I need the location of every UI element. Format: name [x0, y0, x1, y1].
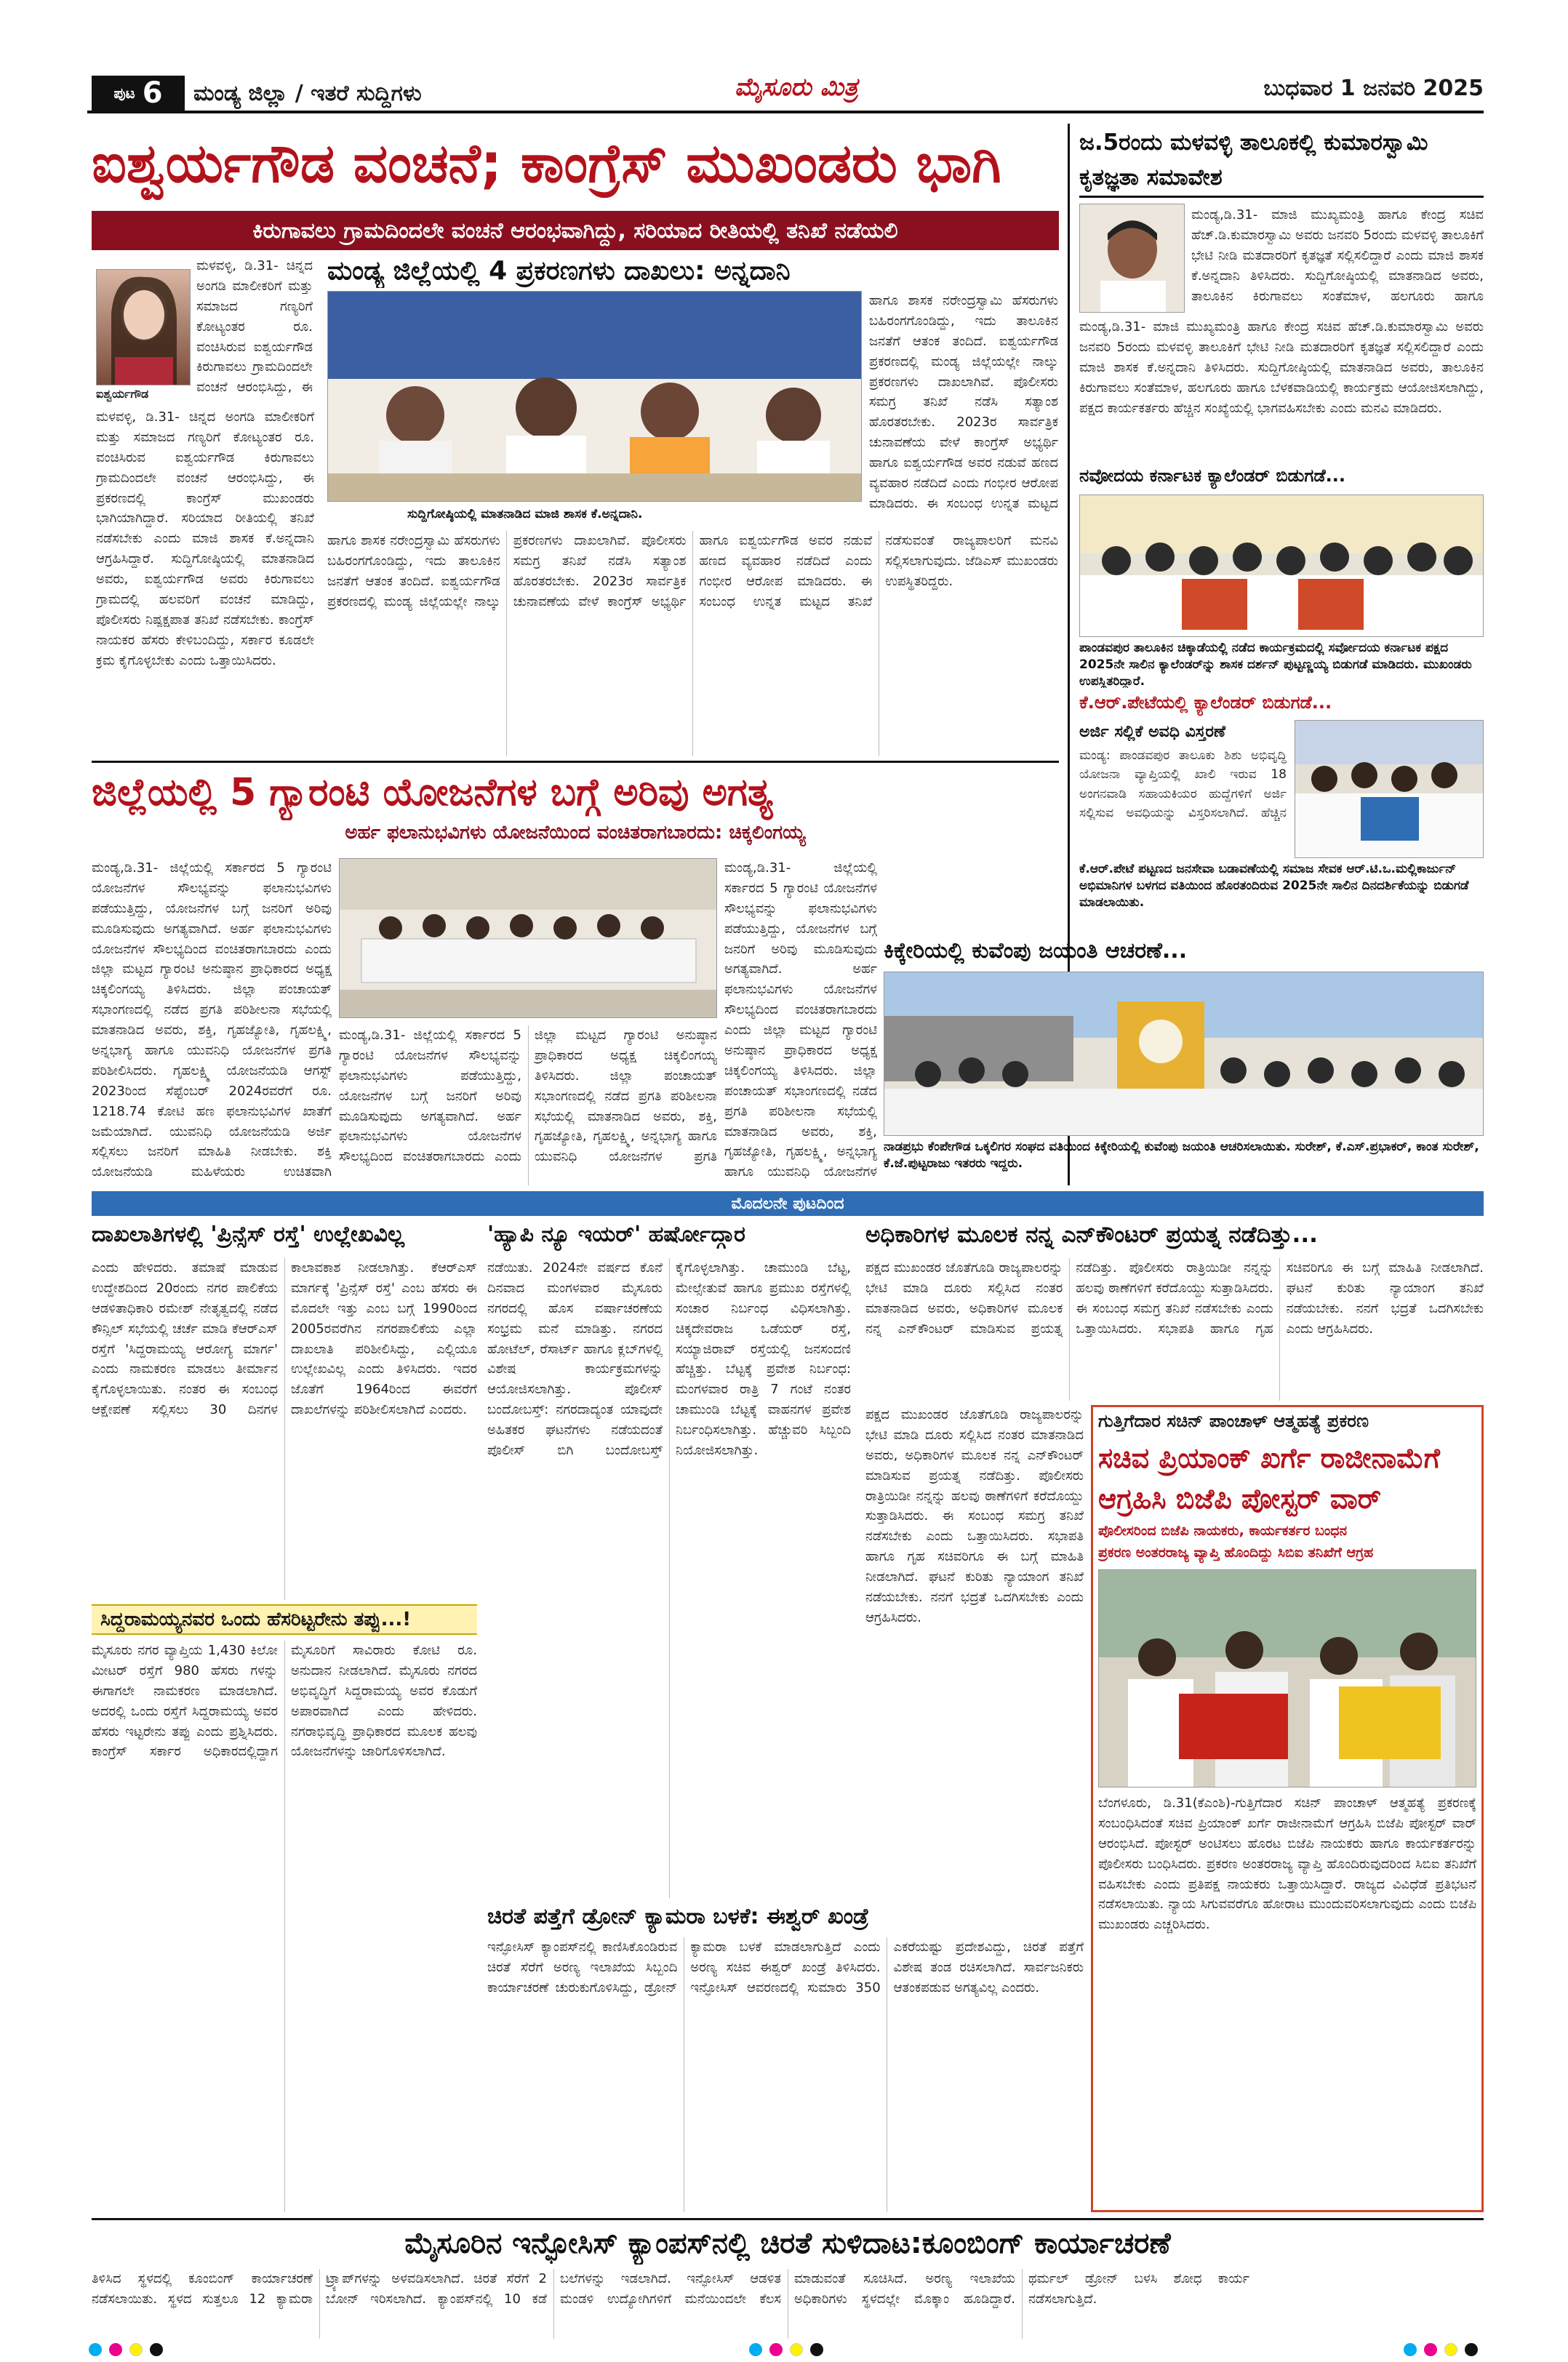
priyank-title-1: ಸಚಿವ ಪ್ರಿಯಾಂಕ್ ಖರ್ಗೆ ರಾಜೀನಾಮೆಗೆ [1098, 1442, 1440, 1474]
lead-body: ಮಳವಳ್ಳಿ, ಡಿ.31- ಚಿನ್ನದ ಅಂಗಡಿ ಮಾಲೀಕರಿಗೆ ಮತ್ತು ಸಮಾಜದ ಗಣ್ಯರಿಗೆ ಕೋಟ್ಯಂತರ ರೂ. ವಂಚಿಸಿರುವ ಐಶ್ವರ್ಯಗೌಡ ಕಿರುಗಾವಲು ಗ್ರಾಮದಿಂದಲೇ ವಂಚನೆ ಆರಂಭಿಸಿದ್ದು, ಈ ಪ್ರಕರಣದಲ್ಲಿ ಕಾಂಗ್ರೆಸ್ ಮುಖಂಡರು ಭಾಗಿಯಾಗಿದ್ದಾರೆ. ಸರಿಯಾದ ರೀತಿಯಲ್ಲಿ ತನಿಖೆ ನಡೆಸಬೇಕು ಎಂದು ಮಾಜಿ ಶಾಸಕ ಕೆ.ಅನ್ನದಾನಿ ಆಗ್ರಹಿಸಿದ್ದಾರೆ. ಸುದ್ದಿಗೋಷ್ಠಿಯಲ್ಲಿ ಮಾತನಾಡಿದ ಅವರು, ಐಶ್ವರ್ಯಗೌಡ ಅವರು ಕಿರುಗಾವಲು ಗ್ರಾಮದಲ್ಲಿ ಹಲವರಿಗೆ ವಂಚನೆ ಮಾಡಿದ್ದು, ಪೊಲೀಸರು ನಿಷ್ಪಕ್ಷಪಾತ ತನಿಖೆ ನಡೆಸಬೇಕು. ಕಾಂಗ್ರೆಸ್ ನಾಯಕರ ಹೆಸರು ಕೇಳಿಬಂದಿದ್ದು, ಸರ್ಕಾರ ಕೂಡಲೇ ಕ್ರಮ ಕೈಗೊಳ್ಳಬೇಕು ಎಂದು ಒತ್ತಾಯಿಸಿದರು. [96, 409, 314, 668]
portrait-photo [96, 269, 191, 385]
sidebar-top-title: ಜ.5ರಂದು ಮಳವಳ್ಳಿ ತಾಲೂಕಲ್ಲಿ ಕುಮಾರಸ್ವಾಮಿ ಕೃತಜ್ಞತಾ ಸಮಾವೇಶ [1079, 125, 1484, 198]
page-word: ಪುಟ [113, 84, 135, 102]
infosys-top-rule [92, 2218, 1484, 2220]
guarantee-headline: ಜಿಲ್ಲೆಯಲ್ಲಿ 5 ಗ್ಯಾರಂಟಿ ಯೋಜನೆಗಳ ಬಗ್ಗೆ ಅರಿವು ಅಗತ್ಯ [92, 771, 773, 814]
registration-dot [109, 2343, 122, 2356]
lead-headline: ಐಶ್ವರ್ಯಗೌಡ ವಂಚನೆ; ಕಾಂಗ್ರೆಸ್ ಮುಖಂಡರು ಭಾಗಿ [92, 132, 1001, 195]
story-cases-title: ಮಂಡ್ಯ ಜಿಲ್ಲೆಯಲ್ಲಿ 4 ಪ್ರಕರಣಗಳು ದಾಖಲು: ಅನ್ನದಾನಿ [327, 256, 791, 286]
sidebar-top-body-right: ಮಂಡ್ಯ,ಡಿ.31- ಮಾಜಿ ಮುಖ್ಯಮಂತ್ರಿ ಹಾಗೂ ಕೇಂದ್ರ ಸಚಿವ ಹೆಚ್.ಡಿ.ಕುಮಾರಸ್ವಾಮಿ ಅವರು ಜನವರಿ 5ರಂದು ಮಳವಳ್ಳಿ ತಾಲೂಕಿಗೆ ಭೇಟಿ ನೀಡಿ ಮತದಾರರಿಗೆ ಕೃತಜ್ಞತೆ ಸಲ್ಲಿಸಲಿದ್ದಾರೆ ಎಂದು ಮಾಜಿ ಶಾಸಕ ಕೆ.ಅನ್ನದಾನಿ ತಿಳಿಸಿದರು. ಸುದ್ದಿಗೋಷ್ಠಿಯಲ್ಲಿ ಮಾತನಾಡಿದ ಅವರು, ತಾಲೂಕಿನ ಕಿರುಗಾವಲು ಸಂತೆಮಾಳ, ಹಲಗೂರು ಹಾಗೂ [1191, 207, 1484, 304]
kuvempu-caption: ನಾಡಪ್ರಭು ಕೆಂಪೇಗೌಡ ಒಕ್ಕಲಿಗರ ಸಂಘದ ವತಿಯಿಂದ ಕಿಕ್ಕೇರಿಯಲ್ಲಿ ಕುವೆಂಪು ಜಯಂತಿ ಆಚರಿಸಲಾಯಿತು. ಸುರೇಶ್, ಕೆ.ಎಸ್.ಪ್ರಭಾಕರ್, ಕಾಂತ ಸುರೇಶ್, ಕೆ.ಜೆ.ಪುಟ್ಟರಾಜು ಇತರರು ಇದ್ದರು. [884, 1140, 1479, 1171]
guarantee-top-rule [92, 761, 1059, 763]
registration-dot [790, 2343, 803, 2356]
jump1-title: ದಾಖಲಾತಿಗಳಲ್ಲಿ 'ಪ್ರಿನ್ಸೆಸ್ ರಸ್ತೆ' ಉಲ್ಲೇಖವಿಲ್ಲ [92, 1222, 404, 1247]
kuvempu-title: ಕಿಕ್ಕೇರಿಯಲ್ಲಿ ಕುವೆಂಪು ಜಯಂತಿ ಆಚರಣೆ... [884, 938, 1188, 964]
calendar-2-caption: ಕೆ.ಆರ್.ಪೇಟೆ ಪಟ್ಟಣದ ಜನಸೇವಾ ಬಡಾವಣೆಯಲ್ಲಿ ಸಮಾಜ ಸೇವಕ ಆರ್.ಟಿ.ಒ.ಮಲ್ಲಿಕಾರ್ಜುನ್ ಅಭಿಮಾನಿಗಳ ಬಳಗದ ವತಿಯಿಂದ ಹೊರತಂದಿರುವ 2025ನೇ ಸಾಲಿನ ದಿನದರ್ಶಿಕೆಯನ್ನು ಬಿಡುಗಡೆ ಮಾಡಲಾಯಿತು. [1079, 862, 1469, 910]
arji-title: ಅರ್ಜಿ ಸಲ್ಲಿಕೆ ಅವಧಿ ವಿಸ್ತರಣೆ [1079, 723, 1225, 741]
guarantee-body-right: ಮಂಡ್ಯ,ಡಿ.31- ಜಿಲ್ಲೆಯಲ್ಲಿ ಸರ್ಕಾರದ 5 ಗ್ಯಾರಂಟಿ ಯೋಜನೆಗಳ ಸೌಲಭ್ಯವನ್ನು ಫಲಾನುಭವಿಗಳು ಪಡೆಯುತ್ತಿದ್ದು, ಯೋಜನೆಗಳ ಬಗ್ಗೆ ಜನರಿಗೆ ಅರಿವು ಮೂಡಿಸುವುದು ಅಗತ್ಯವಾಗಿದೆ. ಅರ್ಹ ಫಲಾನುಭವಿಗಳು ಯೋಜನೆಗಳ ಸೌಲಭ್ಯದಿಂದ ವಂಚಿತರಾಗಬಾರದು ಎಂದು ಜಿಲ್ಲಾ ಮಟ್ಟದ ಗ್ಯಾರಂಟಿ ಅನುಷ್ಠಾನ ಪ್ರಾಧಿಕಾರದ ಅಧ್ಯಕ್ಷ ಚಿಕ್ಕಲಿಂಗಯ್ಯ ತಿಳಿಸಿದರು. ಜಿಲ್ಲಾ ಪಂಚಾಯತ್ ಸಭಾಂಗಣದಲ್ಲಿ ನಡೆದ ಪ್ರಗತಿ ಪರಿಶೀಲನಾ ಸಭೆಯಲ್ಲಿ ಮಾತನಾಡಿದ ಅವರು, ಶಕ್ತಿ, ಗೃಹಜ್ಯೋತಿ, ಗೃಹಲಕ್ಷ್ಮಿ, ಅನ್ನಭಾಗ್ಯ ಹಾಗೂ ಯುವನಿಧಿ ಯೋಜನೆಗಳ [724, 860, 877, 1180]
infosys-title: ಮೈಸೂರಿನ ಇನ್ಫೋಸಿಸ್ ಕ್ಯಾಂಪಸ್‌ನಲ್ಲಿ ಚಿರತೆ ಸುಳಿದಾಟ:ಕೂಂಬಿಂಗ್ ಕಾರ್ಯಾಚರಣೆ [404, 2227, 1171, 2260]
story-cases-body-right: ಹಾಗೂ ಶಾಸಕ ನರೇಂದ್ರಸ್ವಾಮಿ ಹೆಸರುಗಳು ಬಹಿರಂಗಗೊಂಡಿದ್ದು, ಇದು ತಾಲೂಕಿನ ಜನತೆಗೆ ಆತಂಕ ತಂದಿದೆ. ಐಶ್ವರ್ಯಗೌಡ ಪ್ರಕರಣದಲ್ಲಿ ಮಂಡ್ಯ ಜಿಲ್ಲೆಯಲ್ಲೇ ನಾಲ್ಕು ಪ್ರಕರಣಗಳು ದಾಖಲಾಗಿವೆ. ಪೊಲೀಸರು ಸಮಗ್ರ ತನಿಖೆ ನಡೆಸಿ ಸತ್ಯಾಂಶ ಹೊರತರಬೇಕು. 2023ರ ಸಾರ್ವತ್ರಿಕ ಚುನಾವಣೆಯ ವೇಳೆ ಕಾಂಗ್ರೆಸ್ ಅಭ್ಯರ್ಥಿ ಹಾಗೂ ಐಶ್ವರ್ಯಗೌಡ ಅವರ ನಡುವೆ ಹಣದ ವ್ಯವಹಾರ ನಡೆದಿದೆ ಎಂದು ಗಂಭೀರ ಆರೋಪ ಮಾಡಿದರು. ಈ ಸಂಬಂಧ ಉನ್ನತ ಮಟ್ಟದ [869, 293, 1058, 511]
jump2-title: 'ಹ್ಯಾಪಿ ನ್ಯೂ ಇಯರ್' ಹರ್ಷೋದ್ಗಾರ [487, 1222, 745, 1247]
priyank-bullet-1: ಪೊಲೀಸರಿಂದ ಬಿಜೆಪಿ ನಾಯಕರು, ಕಾರ್ಯಕರ್ತರ ಬಂಧನ [1098, 1523, 1348, 1539]
page-number: 6 [142, 76, 163, 110]
calendar-1-photo [1079, 495, 1484, 637]
press-meet-photo [327, 291, 862, 502]
registration-dot [749, 2343, 762, 2356]
sidebar-top-body: ಮಂಡ್ಯ,ಡಿ.31- ಮಾಜಿ ಮುಖ್ಯಮಂತ್ರಿ ಹಾಗೂ ಕೇಂದ್ರ ಸಚಿವ ಹೆಚ್.ಡಿ.ಕುಮಾರಸ್ವಾಮಿ ಅವರು ಜನವರಿ 5ರಂದು ಮಳವಳ್ಳಿ ತಾಲೂಕಿಗೆ ಭೇಟಿ ನೀಡಿ ಮತದಾರರಿಗೆ ಕೃತಜ್ಞತೆ ಸಲ್ಲಿಸಲಿದ್ದಾರೆ ಎಂದು ಮಾಜಿ ಶಾಸಕ ಕೆ.ಅನ್ನದಾನಿ ತಿಳಿಸಿದರು. ಸುದ್ದಿಗೋಷ್ಠಿಯಲ್ಲಿ ಮಾತನಾಡಿದ ಅವರು, ತಾಲೂಕಿನ ಕಿರುಗಾವಲು ಸಂತೆಮಾಳ, ಹಲಗೂರು ಹಾಗೂ ಬೆಳಕವಾಡಿಯಲ್ಲಿ ಕಾರ್ಯಕ್ರಮ ಆಯೋಜಿಸಲಾಗಿದ್ದು, ಪಕ್ಷದ ಕಾರ್ಯಕರ್ತರು ಹೆಚ್ಚಿನ ಸಂಖ್ಯೆಯಲ್ಲಿ ಭಾಗವಹಿಸಬೇಕು ಎಂದು ಮನವಿ ಮಾಡಿದರು. [1079, 319, 1484, 416]
registration-dot [89, 2343, 102, 2356]
date-line: ಬುಧವಾರ 1 ಜನವರಿ 2025 [1263, 76, 1484, 101]
portrait-caption: ಐಶ್ವರ್ಯಗೌಡ [96, 387, 149, 401]
section-title: ಮಂಡ್ಯ ಜಿಲ್ಲಾ / ಇತರೆ ಸುದ್ದಿಗಳು [193, 80, 422, 106]
encounter-body: ಪಕ್ಷದ ಮುಖಂಡರ ಜೊತೆಗೂಡಿ ರಾಜ್ಯಪಾಲರನ್ನು ಭೇಟಿ ಮಾಡಿ ದೂರು ಸಲ್ಲಿಸಿದ ನಂತರ ಮಾತನಾಡಿದ ಅವರು, ಅಧಿಕಾರಿಗಳ ಮೂಲಕ ನನ್ನ ಎನ್‌ಕೌಂಟರ್ ಮಾಡಿಸುವ ಪ್ರಯತ್ನ ನಡೆದಿತ್ತು. ಪೊಲೀಸರು ರಾತ್ರಿಯಿಡೀ ನನ್ನನ್ನು ಹಲವು ಠಾಣೆಗಳಿಗೆ ಕರೆದೊಯ್ದು ಸುತ್ತಾಡಿಸಿದರು. ಈ ಸಂಬಂಧ ಸಮಗ್ರ ತನಿಖೆ ನಡೆಸಬೇಕು ಎಂದು ಒತ್ತಾಯಿಸಿದರು. ಸಭಾಪತಿ ಹಾಗೂ ಗೃಹ ಸಚಿವರಿಗೂ ಈ ಬಗ್ಗೆ ಮಾಹಿತಿ ನೀಡಲಾಗಿದೆ. ಘಟನೆ ಕುರಿತು ನ್ಯಾಯಾಂಗ ತನಿಖೆ ನಡೆಯಬೇಕು. ನನಗೆ ಭದ್ರತೆ ಒದಗಿಸಬೇಕು ಎಂದು ಆಗ್ರಹಿಸಿದರು. [865, 1260, 1484, 1337]
registration-dot [129, 2343, 143, 2356]
encounter-title: ಅಧಿಕಾರಿಗಳ ಮೂಲಕ ನನ್ನ ಎನ್‌ಕೌಂಟರ್ ಪ್ರಯತ್ನ ನಡೆದಿತ್ತು... [865, 1222, 1318, 1248]
ishwar-body: ಇನ್ಫೋಸಿಸ್ ಕ್ಯಾಂಪಸ್‌ನಲ್ಲಿ ಕಾಣಿಸಿಕೊಂಡಿರುವ ಚಿರತೆ ಸೆರೆಗೆ ಅರಣ್ಯ ಇಲಾಖೆಯ ಸಿಬ್ಬಂದಿ ಕಾರ್ಯಾಚರಣೆ ಚುರುಕುಗೊಳಿಸಿದ್ದು, ಡ್ರೋನ್ ಕ್ಯಾಮರಾ ಬಳಕೆ ಮಾಡಲಾಗುತ್ತಿದೆ ಎಂದು ಅರಣ್ಯ ಸಚಿವ ಈಶ್ವರ್ ಖಂಡ್ರೆ ತಿಳಿಸಿದರು. ಇನ್ಫೋಸಿಸ್ ಆವರಣದಲ್ಲಿ ಸುಮಾರು 350 ಎಕರೆಯಷ್ಟು ಪ್ರದೇಶವಿದ್ದು, ಚಿರತೆ ಪತ್ತೆಗೆ ವಿಶೇಷ ತಂಡ ರಚಿಸಲಾಗಿದೆ. ಸಾರ್ವಜನಿಕರು ಆತಂಕಪಡುವ ಅಗತ್ಯವಿಲ್ಲ ಎಂದರು. [487, 1939, 1084, 1995]
guarantee-body-mid: ಮಂಡ್ಯ,ಡಿ.31- ಜಿಲ್ಲೆಯಲ್ಲಿ ಸರ್ಕಾರದ 5 ಗ್ಯಾರಂಟಿ ಯೋಜನೆಗಳ ಸೌಲಭ್ಯವನ್ನು ಫಲಾನುಭವಿಗಳು ಪಡೆಯುತ್ತಿದ್ದು, ಯೋಜನೆಗಳ ಬಗ್ಗೆ ಜನರಿಗೆ ಅರಿವು ಮೂಡಿಸುವುದು ಅಗತ್ಯವಾಗಿದೆ. ಅರ್ಹ ಫಲಾನುಭವಿಗಳು ಯೋಜನೆಗಳ ಸೌಲಭ್ಯದಿಂದ ವಂಚಿತರಾಗಬಾರದು ಎಂದು ಜಿಲ್ಲಾ ಮಟ್ಟದ ಗ್ಯಾರಂಟಿ ಅನುಷ್ಠಾನ ಪ್ರಾಧಿಕಾರದ ಅಧ್ಯಕ್ಷ ಚಿಕ್ಕಲಿಂಗಯ್ಯ ತಿಳಿಸಿದರು. ಜಿಲ್ಲಾ ಪಂಚಾಯತ್ ಸಭಾಂಗಣದಲ್ಲಿ ನಡೆದ ಪ್ರಗತಿ ಪರಿಶೀಲನಾ ಸಭೆಯಲ್ಲಿ ಮಾತನಾಡಿದ ಅವರು, ಶಕ್ತಿ, ಗೃಹಜ್ಯೋತಿ, ಗೃಹಲಕ್ಷ್ಮಿ, ಅನ್ನಭಾಗ್ಯ ಹಾಗೂ ಯುವನಿಧಿ ಯೋಜನೆಗಳ ಪ್ರಗತಿ [339, 1028, 717, 1165]
protest-photo [1098, 1569, 1476, 1787]
masthead: ಮೈಸೂರು ಮಿತ್ರ [735, 73, 858, 102]
priyank-title-2: ಆಗ್ರಹಿಸಿ ಬಿಜೆಪಿ ಪೋಸ್ಟರ್ ವಾರ್ [1098, 1483, 1382, 1515]
page-number-box [92, 76, 185, 111]
press-meet-caption: ಸುದ್ದಿಗೋಷ್ಠಿಯಲ್ಲಿ ಮಾತನಾಡಿದ ಮಾಜಿ ಶಾಸಕ ಕೆ.ಅನ್ನದಾನಿ. [407, 507, 643, 521]
priyank-body: ಬೆಂಗಳೂರು, ಡಿ.31(ಕೆಎಂಶಿ)-ಗುತ್ತಿಗೆದಾರ ಸಚಿನ್ ಪಾಂಚಾಳ್ ಆತ್ಮಹತ್ಯೆ ಪ್ರಕರಣಕ್ಕೆ ಸಂಬಂಧಿಸಿದಂತೆ ಸಚಿವ ಪ್ರಿಯಾಂಕ್ ಖರ್ಗೆ ರಾಜೀನಾಮೆಗೆ ಆಗ್ರಹಿಸಿ ಬಿಜೆಪಿ ಪೋಸ್ಟರ್ ವಾರ್ ಆರಂಭಿಸಿದೆ. ಪೋಸ್ಟರ್ ಅಂಟಿಸಲು ಹೊರಟ ಬಿಜೆಪಿ ನಾಯಕರು ಹಾಗೂ ಕಾರ್ಯಕರ್ತರನ್ನು ಪೊಲೀಸರು ಬಂಧಿಸಿದರು. ಪ್ರಕರಣ ಅಂತರರಾಜ್ಯ ವ್ಯಾಪ್ತಿ ಹೊಂದಿರುವುದರಿಂದ ಸಿಬಿಐ ತನಿಖೆಗೆ ವಹಿಸಬೇಕು ಎಂದು ಪ್ರತಿಪಕ್ಷ ನಾಯಕರು ಒತ್ತಾಯಿಸಿದ್ದಾರೆ. ರಾಜ್ಯದ ವಿವಿಧೆಡೆ ಪ್ರತಿಭಟನೆ ನಡೆಸಲಾಯಿತು. ನ್ಯಾಯ ಸಿಗುವವರೆಗೂ ಹೋರಾಟ ಮುಂದುವರಿಸಲಾಗುವುದು ಎಂದು ಬಿಜೆಪಿ ಮುಖಂಡರು ಎಚ್ಚರಿಸಿದರು. [1098, 1795, 1476, 1933]
kuvempu-photo [884, 972, 1484, 1136]
kumaraswamy-photo [1079, 204, 1185, 313]
registration-dot [150, 2343, 163, 2356]
registration-dot [1444, 2343, 1457, 2356]
arji-body: ಮಂಡ್ಯ: ಪಾಂಡವಪುರ ತಾಲೂಕು ಶಿಶು ಅಭಿವೃದ್ಧಿ ಯೋಜನಾ ವ್ಯಾಪ್ತಿಯಲ್ಲಿ ಖಾಲಿ ಇರುವ 18 ಅಂಗನವಾಡಿ ಸಹಾಯಕಿಯರ ಹುದ್ದೆಗಳಿಗೆ ಅರ್ಜಿ ಸಲ್ಲಿಸುವ ಅವಧಿಯನ್ನು ವಿಸ್ತರಿಸಲಾಗಿದೆ. ಹೆಚ್ಚಿನ [1079, 748, 1287, 821]
lead-body-top: ಮಳವಳ್ಳಿ, ಡಿ.31- ಚಿನ್ನದ ಅಂಗಡಿ ಮಾಲೀಕರಿಗೆ ಮತ್ತು ಸಮಾಜದ ಗಣ್ಯರಿಗೆ ಕೋಟ್ಯಂತರ ರೂ. ವಂಚಿಸಿರುವ ಐಶ್ವರ್ಯಗೌಡ ಕಿರುಗಾವಲು ಗ್ರಾಮದಿಂದಲೇ ವಂಚನೆ ಆರಂಭಿಸಿದ್ದು, ಈ [196, 258, 313, 396]
priyank-kicker: ಗುತ್ತಿಗೆದಾರ ಸಚಿನ್ ಪಾಂಚಾಳ್ ಆತ್ಮಹತ್ಯೆ ಪ್ರಕರಣ [1098, 1411, 1369, 1431]
registration-dot [769, 2343, 783, 2356]
siddu-title: ಸಿದ್ದರಾಮಯ್ಯನವರ ಒಂದು ಹೆಸರಿಟ್ಟರೇನು ತಪ್ಪು...! [92, 1604, 477, 1635]
registration-dot [1465, 2343, 1478, 2356]
registration-dot [1404, 2343, 1417, 2356]
continued-strip: ಮೊದಲನೇ ಪುಟದಿಂದ [92, 1191, 1484, 1216]
siddu-body: ಮೈಸೂರು ನಗರ ವ್ಯಾಪ್ತಿಯ 1,430 ಕಿಲೋ ಮೀಟರ್ ರಸ್ತೆಗೆ 980 ಹೆಸರು ಗಳನ್ನು ಈಗಾಗಲೇ ನಾಮಕರಣ ಮಾಡಲಾಗಿದೆ. ಅದರಲ್ಲಿ ಒಂದು ರಸ್ತೆಗೆ ಸಿದ್ದರಾಮಯ್ಯ ಅವರ ಹೆಸರು ಇಟ್ಟರೇನು ತಪ್ಪು ಎಂದು ಪ್ರಶ್ನಿಸಿದರು. ಕಾಂಗ್ರೆಸ್ ಸರ್ಕಾರ ಅಧಿಕಾರದಲ್ಲಿದ್ದಾಗ ಮೈಸೂರಿಗೆ ಸಾವಿರಾರು ಕೋಟಿ ರೂ. ಅನುದಾನ ನೀಡಲಾಗಿದೆ. ಮೈಸೂರು ನಗರದ ಅಭಿವೃದ್ಧಿಗೆ ಸಿದ್ದರಾಮಯ್ಯ ಅವರ ಕೊಡುಗೆ ಅಪಾರವಾಗಿದೆ ಎಂದು ಹೇಳಿದರು. ನಗರಾಭಿವೃದ್ಧಿ ಪ್ರಾಧಿಕಾರದ ಮೂಲಕ ಹಲವು ಯೋಜನೆಗಳನ್ನು ಜಾರಿಗೊಳಿಸಲಾಗಿದೆ. [92, 1643, 477, 1760]
calendar-1-caption: ಪಾಂಡವಪುರ ತಾಲೂಕಿನ ಚಿಕ್ಕಾಡೆಯಲ್ಲಿ ನಡೆದ ಕಾರ್ಯಕ್ರಮದಲ್ಲಿ ಸರ್ವೋದಯ ಕರ್ನಾಟಕ ಪಕ್ಷದ 2025ನೇ ಸಾಲಿನ ಕ್ಯಾಲೆಂಡರ್‌ನ್ನು ಶಾಸಕ ದರ್ಶನ್ ಪುಟ್ಟಣ್ಣಯ್ಯ ಬಿಡುಗಡೆ ಮಾಡಿದರು. ಮುಖಂಡರು ಉಪಸ್ಥಿತರಿದ್ದಾರೆ. [1079, 641, 1472, 688]
guarantee-subtitle: ಅರ್ಹ ಫಲಾನುಭವಿಗಳು ಯೋಜನೆಯಿಂದ ವಂಚಿತರಾಗಬಾರದು: ಚಿಕ್ಕಲಿಂಗಯ್ಯ [345, 822, 806, 844]
jump2-body: ನಡೆಯಿತು. 2024ನೇ ವರ್ಷದ ಕೊನೆ ದಿನವಾದ ಮಂಗಳವಾರ ಮೈಸೂರು ನಗರದಲ್ಲಿ ಹೊಸ ವರ್ಷಾಚರಣೆಯ ಸಂಭ್ರಮ ಮನೆ ಮಾಡಿತ್ತು. ನಗರದ ಹೋಟೆಲ್, ರೆಸಾರ್ಟ್ ಹಾಗೂ ಕ್ಲಬ್‌ಗಳಲ್ಲಿ ವಿಶೇಷ ಕಾರ್ಯಕ್ರಮಗಳನ್ನು ಆಯೋಜಿಸಲಾಗಿತ್ತು. ಪೊಲೀಸ್ ಬಂದೋಬಸ್ತ್: ನಗರದಾದ್ಯಂತ ಯಾವುದೇ ಅಹಿತಕರ ಘಟನೆಗಳು ನಡೆಯದಂತೆ ಪೊಲೀಸ್ ಬಿಗಿ ಬಂದೋಬಸ್ತ್ ಕೈಗೊಳ್ಳಲಾಗಿತ್ತು. ಚಾಮುಂಡಿ ಬೆಟ್ಟ, ಮೇಲ್ಸೇತುವೆ ಹಾಗೂ ಪ್ರಮುಖ ರಸ್ತೆಗಳಲ್ಲಿ ಸಂಚಾರ ನಿರ್ಬಂಧ ವಿಧಿಸಲಾಗಿತ್ತು. ಚಿಕ್ಕದೇವರಾಜ ಒಡೆಯರ್ ರಸ್ತೆ, ಸಯ್ಯಾಜಿರಾವ್ ರಸ್ತೆಯಲ್ಲಿ ಜನಸಂದಣಿ ಹೆಚ್ಚಿತ್ತು. ಬೆಟ್ಟಕ್ಕೆ ಪ್ರವೇಶ ನಿರ್ಬಂಧ: ಮಂಗಳವಾರ ರಾತ್ರಿ 7 ಗಂಟೆ ನಂತರ ಚಾಮುಂಡಿ ಬೆಟ್ಟಕ್ಕೆ ವಾಹನಗಳ ಪ್ರವೇಶ ನಿರ್ಬಂಧಿಸಲಾಗಿತ್ತು. ಹೆಚ್ಚುವರಿ ಸಿಬ್ಬಂದಿ ನಿಯೋಜಿಸಲಾಗಿತ್ತು. [487, 1260, 851, 1459]
calendar-2-title: ಕೆ.ಆರ್.ಪೇಟೆಯಲ್ಲಿ ಕ್ಯಾಲೆಂಡರ್ ಬಿಡುಗಡೆ... [1079, 692, 1332, 713]
lead-subhead: ಕಿರುಗಾವಲು ಗ್ರಾಮದಿಂದಲೇ ವಂಚನೆ ಆರಂಭವಾಗಿದ್ದು, ಸರಿಯಾದ ರೀತಿಯಲ್ಲಿ ತನಿಖೆ ನಡೆಯಲಿ [92, 211, 1059, 250]
calendar-2-photo [1295, 720, 1484, 858]
encounter-body-cont: ಪಕ್ಷದ ಮುಖಂಡರ ಜೊತೆಗೂಡಿ ರಾಜ್ಯಪಾಲರನ್ನು ಭೇಟಿ ಮಾಡಿ ದೂರು ಸಲ್ಲಿಸಿದ ನಂತರ ಮಾತನಾಡಿದ ಅವರು, ಅಧಿಕಾರಿಗಳ ಮೂಲಕ ನನ್ನ ಎನ್‌ಕೌಂಟರ್ ಮಾಡಿಸುವ ಪ್ರಯತ್ನ ನಡೆದಿತ್ತು. ಪೊಲೀಸರು ರಾತ್ರಿಯಿಡೀ ನನ್ನನ್ನು ಹಲವು ಠಾಣೆಗಳಿಗೆ ಕರೆದೊಯ್ದು ಸುತ್ತಾಡಿಸಿದರು. ಈ ಸಂಬಂಧ ಸಮಗ್ರ ತನಿಖೆ ನಡೆಸಬೇಕು ಎಂದು ಒತ್ತಾಯಿಸಿದರು. ಸಭಾಪತಿ ಹಾಗೂ ಗೃಹ ಸಚಿವರಿಗೂ ಈ ಬಗ್ಗೆ ಮಾಹಿತಿ ನೀಡಲಾಗಿದೆ. ಘಟನೆ ಕುರಿತು ನ್ಯಾಯಾಂಗ ತನಿಖೆ ನಡೆಯಬೇಕು. ನನಗೆ ಭದ್ರತೆ ಒದಗಿಸಬೇಕು ಎಂದು ಆಗ್ರಹಿಸಿದರು. [865, 1407, 1084, 1625]
registration-dot [1424, 2343, 1437, 2356]
calendar-1-title: ನವೋದಯ ಕರ್ನಾಟಕ ಕ್ಯಾಲೆಂಡರ್ ಬಿಡುಗಡೆ... [1079, 465, 1346, 486]
guarantee-meeting-photo [339, 858, 717, 1018]
guarantee-body-left: ಮಂಡ್ಯ,ಡಿ.31- ಜಿಲ್ಲೆಯಲ್ಲಿ ಸರ್ಕಾರದ 5 ಗ್ಯಾರಂಟಿ ಯೋಜನೆಗಳ ಸೌಲಭ್ಯವನ್ನು ಫಲಾನುಭವಿಗಳು ಪಡೆಯುತ್ತಿದ್ದು, ಯೋಜನೆಗಳ ಬಗ್ಗೆ ಜನರಿಗೆ ಅರಿವು ಮೂಡಿಸುವುದು ಅಗತ್ಯವಾಗಿದೆ. ಅರ್ಹ ಫಲಾನುಭವಿಗಳು ಯೋಜನೆಗಳ ಸೌಲಭ್ಯದಿಂದ ವಂಚಿತರಾಗಬಾರದು ಎಂದು ಜಿಲ್ಲಾ ಮಟ್ಟದ ಗ್ಯಾರಂಟಿ ಅನುಷ್ಠಾನ ಪ್ರಾಧಿಕಾರದ ಅಧ್ಯಕ್ಷ ಚಿಕ್ಕಲಿಂಗಯ್ಯ ತಿಳಿಸಿದರು. ಜಿಲ್ಲಾ ಪಂಚಾಯತ್ ಸಭಾಂಗಣದಲ್ಲಿ ನಡೆದ ಪ್ರಗತಿ ಪರಿಶೀಲನಾ ಸಭೆಯಲ್ಲಿ ಮಾತನಾಡಿದ ಅವರು, ಶಕ್ತಿ, ಗೃಹಜ್ಯೋತಿ, ಗೃಹಲಕ್ಷ್ಮಿ, ಅನ್ನಭಾಗ್ಯ ಹಾಗೂ ಯುವನಿಧಿ ಯೋಜನೆಗಳ ಪ್ರಗತಿ ಪರಿಶೀಲಿಸಿದರು. ಗೃಹಲಕ್ಷ್ಮಿ ಯೋಜನೆಯಡಿ ಆಗಸ್ಟ್ 2023ರಿಂದ ಸೆಪ್ಟೆಂಬರ್ 2024ರವರೆಗೆ ರೂ. 1218.74 ಕೋಟಿ ಹಣ ಫಲಾನುಭವಿಗಳ ಖಾತೆಗೆ ಜಮೆಯಾಗಿದೆ. ಯುವನಿಧಿ ಯೋಜನೆಯಡಿ ಅರ್ಜಿ ಸಲ್ಲಿಸಲು ಜನರಿಗೆ ಮಾಹಿತಿ ನೀಡಬೇಕು. ಶಕ್ತಿ ಯೋಜನೆಯಡಿ ಮಹಿಳೆಯರು ಉಚಿತವಾಗಿ [92, 860, 332, 1180]
jump1-body: ಎಂದು ಹೇಳಿದರು. ತಮಾಷೆ ಮಾಡುವ ಉದ್ದೇಶದಿಂದ 20ರಂದು ನಗರ ಪಾಲಿಕೆಯ ಆಡಳಿತಾಧಿಕಾರಿ ರಮೇಶ್ ನೇತೃತ್ವದಲ್ಲಿ ನಡೆದ ಕೌನ್ಸಿಲ್ ಸಭೆಯಲ್ಲಿ ಚರ್ಚೆ ಮಾಡಿ ಕೆಆರ್‌ಎಸ್ ರಸ್ತೆಗೆ 'ಸಿದ್ದರಾಮಯ್ಯ ಆರೋಗ್ಯ ಮಾರ್ಗ' ಎಂದು ನಾಮಕರಣ ಮಾಡಲು ತೀರ್ಮಾನ ಕೈಗೊಳ್ಳಲಾಯಿತು. ನಂತರ ಈ ಸಂಬಂಧ ಆಕ್ಷೇಪಣೆ ಸಲ್ಲಿಸಲು 30 ದಿನಗಳ ಕಾಲಾವಕಾಶ ನೀಡಲಾಗಿತ್ತು. ಕೆಆರ್‌ಎಸ್ ಮಾರ್ಗಕ್ಕೆ 'ಪ್ರಿನ್ಸೆಸ್ ರಸ್ತೆ' ಎಂಬ ಹೆಸರು ಈ ಮೊದಲೇ ಇತ್ತು ಎಂಬ ಬಗ್ಗೆ 1990ರಿಂದ 2005ರವರೆಗಿನ ನಗರಪಾಲಿಕೆಯ ಎಲ್ಲಾ ದಾಖಲಾತಿ ಪರಿಶೀಲಿಸಿದ್ದು, ಎಲ್ಲಿಯೂ ಉಲ್ಲೇಖವಿಲ್ಲ ಎಂದು ತಿಳಿಸಿದರು. ಇದರ ಜೊತೆಗೆ 1964ರಿಂದ ಈವರೆಗೆ ದಾಖಲೆಗಳನ್ನು ಪರಿಶೀಲಿಸಲಾಗಿದೆ ಎಂದರು. [92, 1260, 477, 1418]
priyank-bullet-2: ಪ್ರಕರಣ ಅಂತರರಾಜ್ಯ ವ್ಯಾಪ್ತಿ ಹೊಂದಿದ್ದು ಸಿಬಿಐ ತನಿಖೆಗೆ ಆಗ್ರಹ [1098, 1545, 1374, 1561]
infosys-body: ತಿಳಿಸಿದ ಸ್ಥಳದಲ್ಲಿ ಕೂಂಬಿಂಗ್ ಕಾರ್ಯಾಚರಣೆ ನಡೆಸಲಾಯಿತು. ಸ್ಥಳದ ಸುತ್ತಲೂ 12 ಕ್ಯಾಮರಾ ಟ್ರ್ಯಾಪ್‌ಗಳನ್ನು ಅಳವಡಿಸಲಾಗಿದೆ. ಚಿರತೆ ಸೆರೆಗೆ 2 ಬೋನ್ ಇರಿಸಲಾಗಿದೆ. ಕ್ಯಾಂಪಸ್‌ನಲ್ಲಿ 10 ಕಡೆ ಬಲೆಗಳನ್ನು ಇಡಲಾಗಿದೆ. ಇನ್ಫೋಸಿಸ್ ಆಡಳಿತ ಮಂಡಳಿ ಉದ್ಯೋಗಿಗಳಿಗೆ ಮನೆಯಿಂದಲೇ ಕೆಲಸ ಮಾಡುವಂತೆ ಸೂಚಿಸಿದೆ. ಅರಣ್ಯ ಇಲಾಖೆಯ ಅಧಿಕಾರಿಗಳು ಸ್ಥಳದಲ್ಲೇ ಮೊಕ್ಕಾಂ ಹೂಡಿದ್ದಾರೆ. ಥರ್ಮಲ್ ಡ್ರೋನ್ ಬಳಸಿ ಶೋಧ ಕಾರ್ಯ ನಡೆಸಲಾಗುತ್ತಿದೆ. [92, 2271, 1249, 2307]
ishwar-title: ಚಿರತೆ ಪತ್ತೆಗೆ ಡ್ರೋನ್ ಕ್ಯಾಮರಾ ಬಳಕೆ: ಈಶ್ವರ್ ಖಂಡ್ರೆ [487, 1904, 869, 1929]
story-cases-body: ಹಾಗೂ ಶಾಸಕ ನರೇಂದ್ರಸ್ವಾಮಿ ಹೆಸರುಗಳು ಬಹಿರಂಗಗೊಂಡಿದ್ದು, ಇದು ತಾಲೂಕಿನ ಜನತೆಗೆ ಆತಂಕ ತಂದಿದೆ. ಐಶ್ವರ್ಯಗೌಡ ಪ್ರಕರಣದಲ್ಲಿ ಮಂಡ್ಯ ಜಿಲ್ಲೆಯಲ್ಲೇ ನಾಲ್ಕು ಪ್ರಕರಣಗಳು ದಾಖಲಾಗಿವೆ. ಪೊಲೀಸರು ಸಮಗ್ರ ತನಿಖೆ ನಡೆಸಿ ಸತ್ಯಾಂಶ ಹೊರತರಬೇಕು. 2023ರ ಸಾರ್ವತ್ರಿಕ ಚುನಾವಣೆಯ ವೇಳೆ ಕಾಂಗ್ರೆಸ್ ಅಭ್ಯರ್ಥಿ ಹಾಗೂ ಐಶ್ವರ್ಯಗೌಡ ಅವರ ನಡುವೆ ಹಣದ ವ್ಯವಹಾರ ನಡೆದಿದೆ ಎಂದು ಗಂಭೀರ ಆರೋಪ ಮಾಡಿದರು. ಈ ಸಂಬಂಧ ಉನ್ನತ ಮಟ್ಟದ ತನಿಖೆ ನಡೆಸುವಂತೆ ರಾಜ್ಯಪಾಲರಿಗೆ ಮನವಿ ಸಲ್ಲಿಸಲಾಗುವುದು. ಜೆಡಿಎಸ್ ಮುಖಂಡರು ಉಪಸ್ಥಿತರಿದ್ದರು. [327, 533, 1058, 609]
registration-dot [810, 2343, 823, 2356]
